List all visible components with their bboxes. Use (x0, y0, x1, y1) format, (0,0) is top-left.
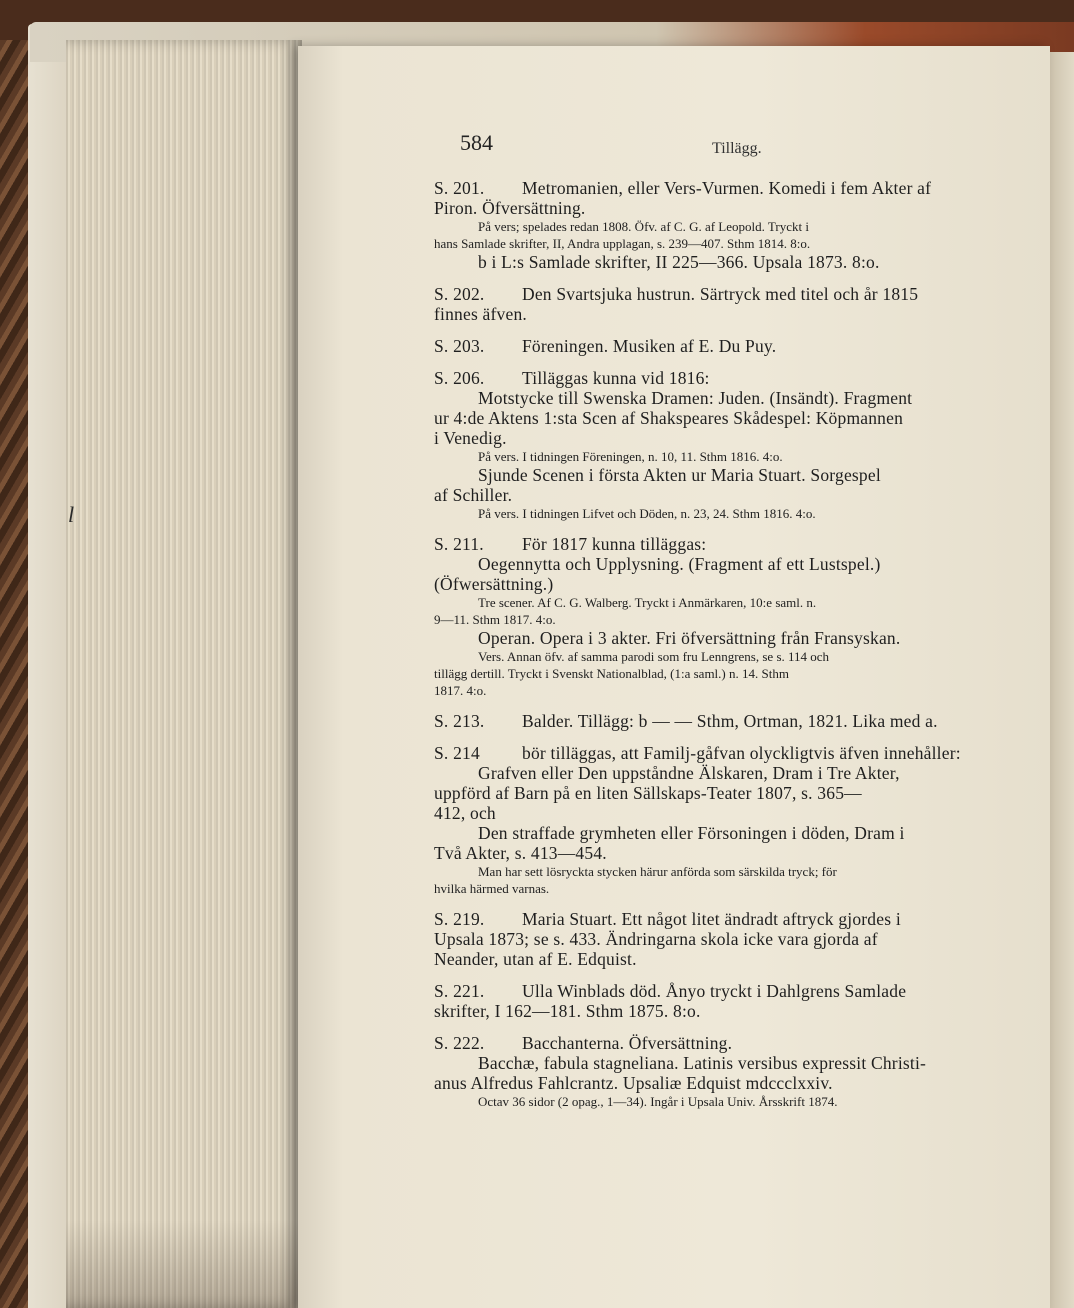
entry-heading-line (434, 284, 1026, 304)
entry-note-line (434, 611, 1026, 628)
line-text: 1817. 4:o. (434, 683, 487, 698)
addendum-entry (434, 284, 1026, 324)
line-text: Den straffade grymheten eller Försoningen i döden, Dram i (478, 823, 905, 843)
entry-note-line (434, 448, 1026, 465)
addendum-entry (434, 368, 1026, 522)
entry-heading-line (434, 368, 1026, 388)
entry-text-line (434, 929, 1026, 949)
entry-note-line (434, 665, 1026, 682)
entry-text-line (434, 465, 1026, 485)
entry-text-line (434, 1053, 1026, 1073)
entry-text-line (434, 783, 1026, 803)
entry-text-line (434, 252, 1026, 272)
line-text: Maria Stuart. Ett något litet ändradt aftryck gjordes i (522, 909, 901, 929)
line-text: ur 4:de Aktens 1:sta Scen af Shakspeares Skådespel: Köpmannen (434, 408, 904, 428)
page-reference: S. 203. (434, 336, 485, 356)
line-text: tillägg dertill. Tryckt i Svenskt Nationalblad, (1:a saml.) n. 14. Sthm (434, 666, 789, 681)
entry-text-line (434, 628, 1026, 648)
line-text: Operan. Opera i 3 akter. Fri öfversättning från Fransyskan. (478, 628, 901, 648)
entry-text-line (434, 428, 1026, 448)
entry-heading-line (434, 534, 1026, 554)
entry-text-line (434, 803, 1026, 823)
addendum-entry (434, 1033, 1026, 1110)
entry-text-line (434, 408, 1026, 428)
line-text: Föreningen. Musiken af E. Du Puy. (522, 336, 777, 356)
entry-heading-line (434, 178, 1026, 198)
line-text: Neander, utan af E. Edquist. (434, 949, 637, 969)
page-reference: S. 222. (434, 1033, 485, 1053)
entry-text-line (434, 198, 1026, 218)
entry-heading-line (434, 336, 1026, 356)
entry-heading-line (434, 711, 1026, 731)
addendum-entry (434, 534, 1026, 699)
entry-text-line (434, 949, 1026, 969)
page-number: 584 (460, 130, 493, 155)
page-reference: S. 211. (434, 534, 484, 554)
page-reference: S. 202. (434, 284, 485, 304)
entry-note-line (434, 863, 1026, 880)
line-text: Balder. Tillägg: b — — Sthm, Ortman, 1821. Lika med a. (522, 711, 938, 731)
line-text: skrifter, I 162—181. Sthm 1875. 8:o. (434, 1001, 701, 1021)
line-text: (Öfwersättning.) (434, 574, 554, 594)
entry-text-line (434, 304, 1026, 324)
line-text: Bacchanterna. Öfversättning. (522, 1033, 733, 1053)
line-text: Ulla Winblads död. Ånyo tryckt i Dahlgrens Samlade (522, 981, 907, 1001)
entry-note-line (434, 1093, 1026, 1110)
line-text: Metromanien, eller Vers-Vurmen. Komedi i fem Akter af (522, 178, 932, 198)
entry-text-line (434, 1001, 1026, 1021)
addendum-entry (434, 743, 1026, 897)
line-text: Vers. Annan öfv. af samma parodi som fru Lenngrens, se s. 114 och (478, 649, 830, 664)
page-edges-shadow (66, 1220, 302, 1308)
addendum-entry (434, 711, 1026, 731)
line-text: Octav 36 sidor (2 opag., 1—34). Ingår i Upsala Univ. Årsskrift 1874. (478, 1094, 838, 1109)
page-reference: S. 206. (434, 368, 485, 388)
line-text: Tilläggas kunna vid 1816: (522, 368, 710, 388)
page-reference: S. 219. (434, 909, 485, 929)
line-text: Bacchæ, fabula stagneliana. Latinis versibus expressit Christi- (478, 1053, 927, 1073)
addendum-entry (434, 981, 1026, 1021)
line-text: anus Alfredus Fahlcrantz. Upsaliæ Edquist mdccclxxiv. (434, 1073, 833, 1093)
line-text: På vers; spelades redan 1808. Öfv. af C. G. af Leopold. Tryckt i (478, 219, 809, 234)
line-text: Upsala 1873; se s. 433. Ändringarna skola icke vara gjorda af (434, 929, 878, 949)
line-text: Grafven eller Den uppståndne Älskaren, Dram i Tre Akter, (478, 763, 900, 783)
entry-note-line (434, 505, 1026, 522)
entry-text-line (434, 823, 1026, 843)
entry-note-line (434, 682, 1026, 699)
entry-text-line (434, 763, 1026, 783)
entry-text-line (434, 388, 1026, 408)
entry-heading-line (434, 981, 1026, 1001)
addendum-entry (434, 909, 1026, 969)
page-reference: S. 221. (434, 981, 485, 1001)
entry-heading-line (434, 1033, 1026, 1053)
line-text: Oegennytta och Upplysning. (Fragment af ett Lustspel.) (478, 554, 881, 574)
entry-note-line (434, 235, 1026, 252)
line-text: För 1817 kunna tilläggas: (522, 534, 707, 554)
entry-heading-line (434, 743, 1026, 763)
entry-text-line (434, 485, 1026, 505)
page-reference: S. 213. (434, 711, 485, 731)
entry-note-line (434, 648, 1026, 665)
page-content (434, 178, 1026, 1122)
margin-pencil-mark: l (68, 502, 75, 527)
next-page-edge (1046, 52, 1074, 1308)
entry-note-line (434, 218, 1026, 235)
page-reference: S. 201. (434, 178, 485, 198)
line-text: Motstycke till Swenska Dramen: Juden. (Insändt). Fragment (478, 388, 913, 408)
line-text: finnes äfven. (434, 304, 527, 324)
line-text: bör tilläggas, att Familj-gåfvan olyckligtvis äfven innehåller: (522, 743, 961, 763)
line-text: hvilka härmed varnas. (434, 881, 550, 896)
entry-text-line (434, 574, 1026, 594)
entry-text-line (434, 554, 1026, 574)
line-text: 9—11. Sthm 1817. 4:o. (434, 612, 556, 627)
line-text: Två Akter, s. 413—454. (434, 843, 607, 863)
line-text: 412, och (434, 803, 496, 823)
line-text: Tre scener. Af C. G. Walberg. Tryckt i Anmärkaren, 10:e saml. n. (478, 595, 817, 610)
entry-text-line (434, 843, 1026, 863)
line-text: hans Samlade skrifter, II, Andra upplagan, s. 239—407. Sthm 1814. 8:o. (434, 236, 811, 251)
line-text: Piron. Öfversättning. (434, 198, 586, 218)
line-text: i Venedig. (434, 428, 507, 448)
page-edges (66, 40, 302, 1308)
entry-heading-line (434, 909, 1026, 929)
addendum-entry (434, 336, 1026, 356)
addendum-entry (434, 178, 1026, 272)
line-text: Den Svartsjuka hustrun. Särtryck med titel och år 1815 (522, 284, 919, 304)
running-title: Tillägg. (712, 140, 762, 157)
line-text: På vers. I tidningen Föreningen, n. 10, 11. Sthm 1816. 4:o. (478, 449, 783, 464)
entry-note-line (434, 594, 1026, 611)
line-text: På vers. I tidningen Lifvet och Döden, n. 23, 24. Sthm 1816. 4:o. (478, 506, 816, 521)
page-header (460, 130, 800, 164)
entry-note-line (434, 880, 1026, 897)
line-text: b i L:s Samlade skrifter, II 225—366. Upsala 1873. 8:o. (478, 252, 880, 272)
line-text: Sjunde Scenen i första Akten ur Maria Stuart. Sorgespel (478, 465, 881, 485)
line-text: uppförd af Barn på en liten Sällskaps-Teater 1807, s. 365— (434, 783, 862, 803)
entry-text-line (434, 1073, 1026, 1093)
page-reference: S. 214 (434, 743, 480, 763)
line-text: Man har sett lösryckta stycken härur anförda som särskilda tryck; för (478, 864, 837, 879)
line-text: af Schiller. (434, 485, 513, 505)
